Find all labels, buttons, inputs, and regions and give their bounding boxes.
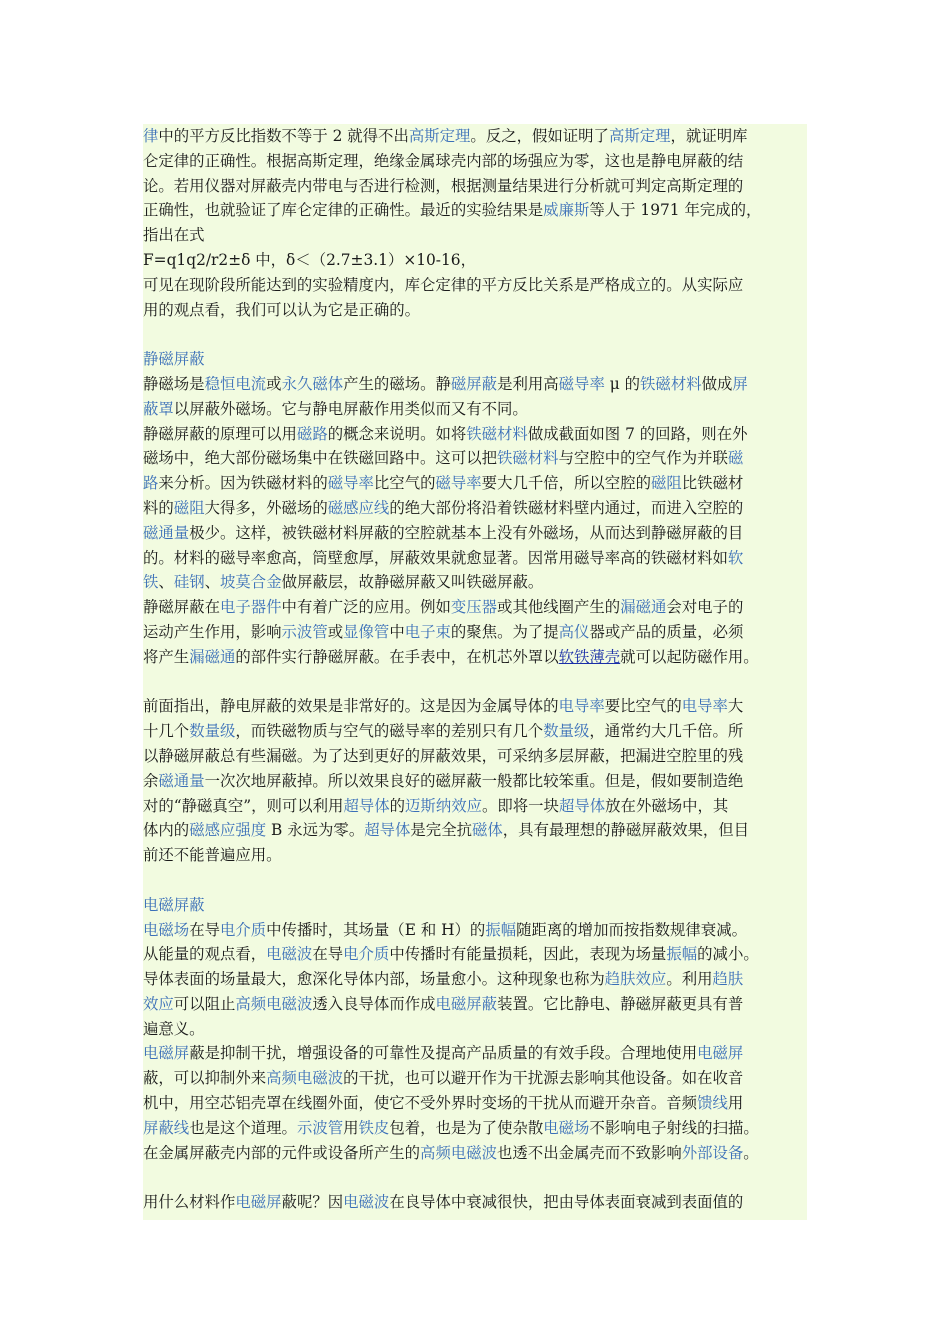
text-line [143,372,807,397]
term-link[interactable]: 效应 [143,994,174,1013]
text-line [143,1041,807,1066]
text-run: 的部件实行静磁屏蔽。在手表中，在机芯外罩以 [235,647,559,666]
paragraph-gap [143,868,807,893]
term-link[interactable]: 显像管 [343,622,390,641]
text-run: 前还不能普遍应用。 [143,846,282,865]
term-link[interactable]: 铁磁材料 [640,374,702,393]
term-link[interactable]: 磁屏蔽 [450,374,498,393]
term-link[interactable]: 示波管 [296,1118,344,1137]
text-run: 导体表面的场量最大，愈深化导体内部，场量愈小。这种现象也称为 [143,970,605,989]
text-line [143,942,807,967]
paragraph-p4 [143,893,807,1166]
text-run: 遍意义。 [143,1019,205,1038]
text-run: 等人于 1971 年完成的， [589,201,762,220]
term-link[interactable]: 律 [143,127,159,145]
text-run: 透入良导体而作成 [312,994,436,1013]
term-link[interactable]: 磁导率 [435,474,482,493]
text-run: 的聚焦。为了提 [450,622,559,641]
text-run: 在金属屏蔽壳内部的元件或设备所产生的 [143,1143,421,1162]
text-run: 比铁磁材 [681,474,744,493]
term-link[interactable]: 高斯定理 [408,127,471,145]
text-line [143,843,807,868]
text-run: 中的平方反比指数不等于 2 就得不出 [158,127,409,145]
text-run: 。即将一块 [482,796,559,815]
text-run: 会对电子的 [666,598,744,617]
text-run: 指出在式 [143,226,205,245]
text-run: 静磁屏蔽的原理可以用 [143,424,297,443]
text-run: ，具有最理想的静磁屏蔽效果，但目 [502,821,750,840]
document-page [143,124,807,1220]
text-run: 静磁屏蔽在 [143,598,220,617]
text-line [143,1091,807,1116]
text-run: 静磁场是 [143,374,205,393]
term-link[interactable]: 路 [143,474,159,493]
text-run: 中有着广泛的应用。例如 [281,598,451,617]
term-link[interactable]: 磁感应线 [327,498,390,517]
text-run: 比空气的 [373,474,436,493]
text-line [143,1190,807,1215]
paragraph-p3 [143,694,807,868]
text-run: 用的观点看，我们可以认为它是正确的。 [143,300,421,319]
text-run: 。 [743,1143,759,1162]
text-run: 蔽呢？因 [281,1193,344,1212]
text-line [143,149,807,174]
text-run: 十几个 [143,722,190,741]
text-run: 运动产生作用，影响 [143,622,282,641]
text-run: 可以阻止 [173,994,236,1013]
term-link[interactable]: 电磁屏 [697,1044,744,1063]
term-link[interactable]: 高频电磁波 [235,994,313,1013]
text-run: 大得多，外磁场的 [204,498,328,517]
term-link[interactable]: 电子器件 [219,598,282,617]
text-run: 在导 [312,945,344,964]
text-line [143,967,807,992]
term-link[interactable]: 高频电磁波 [266,1069,344,1088]
term-link[interactable]: 超导体 [364,821,411,840]
text-run: 机中，用空芯铝壳罩在线圈外面，使它不受外界时变场的干扰从而避开杂音。音频 [143,1094,698,1113]
text-run: 是利用高 [497,374,559,393]
text-line [143,992,807,1017]
term-link[interactable]: 振幅 [485,920,517,939]
term-link[interactable]: 永久磁体 [281,374,344,393]
text-run: 用 [727,1094,744,1113]
text-run: 不影响电子射线的扫描。 [589,1118,759,1137]
text-run: 产生的磁场。静 [343,374,451,393]
text-line [143,918,807,943]
text-run: 的干扰，也可以避开作为干扰源去影响其他设备。如在收音 [343,1069,744,1088]
term-link[interactable]: 电磁屏蔽 [435,994,498,1013]
term-link[interactable]: 磁体 [471,821,503,840]
term-link[interactable]: 趋肤效应 [604,970,667,989]
text-run: 余 [143,771,159,790]
text-run: 做成截面如图 7 的回路，则在外 [527,424,748,443]
text-run: 中传播时，其场量（E 和 H）的 [266,920,486,939]
text-run: ，就证明库 [670,127,748,145]
text-line [143,818,807,843]
term-link[interactable]: 漏磁通 [620,598,667,617]
text-line [143,1066,807,1091]
term-link[interactable]: 超导体 [343,796,390,815]
text-run: 来分析。因为铁磁材料的 [158,474,328,493]
term-link[interactable]: 磁导率 [327,474,374,493]
term-link[interactable]: 屏蔽线 [143,1118,190,1137]
text-run: B 永远为零。 [266,821,365,840]
text-run: 正确性，也就验证了库仑定律的正确性。最近的实验结果是 [143,201,544,220]
text-line [143,248,807,273]
text-line [143,769,807,794]
text-line [143,446,807,471]
text-line [143,1116,807,1141]
text-run: 中 [389,622,405,641]
term-link[interactable]: 电磁屏 [235,1193,282,1212]
term-link[interactable]: 蔽罩 [143,399,174,418]
text-line [143,645,807,670]
text-run: 的概念来说明。如将 [327,424,467,443]
text-run: 包着，也是为了使杂散 [389,1118,544,1137]
text-line [143,719,807,744]
text-run: 。反之，假如证明了 [470,127,609,145]
text-run: 。利用 [666,970,713,989]
text-line [143,893,807,918]
text-line [143,744,807,769]
text-run: 料的 [143,498,174,517]
text-run: 将产生 [143,647,190,666]
text-run: 大 [727,697,744,716]
text-run: 中传播时有能量损耗，因此，表现为场量 [389,945,667,964]
term-link[interactable]: 磁路 [296,424,328,443]
term-link[interactable]: 电磁场 [543,1118,590,1137]
term-link[interactable]: 坡莫合金 [220,573,282,592]
text-run: 蔽，可以抑制外来 [143,1069,267,1088]
term-link[interactable]: 电介质 [219,920,267,939]
text-run: 的 [389,796,406,815]
text-run: 器或产品的质量，必须 [589,622,744,641]
text-line [143,124,807,149]
term-link[interactable]: 静磁屏蔽 [143,350,205,369]
text-run: 用什么材料作 [143,1193,236,1212]
text-run: 在良导体中衰减很快，把由导体表面衰减到表面值的 [389,1193,744,1212]
text-line [143,496,807,521]
paragraph-p2 [143,347,807,669]
term-link[interactable]: 外部设备 [681,1143,744,1162]
term-link[interactable]: 电磁屏蔽 [143,895,205,914]
term-link[interactable]: 威廉斯 [543,201,590,220]
text-run: ，通常约大几千倍。所 [589,722,744,741]
term-link[interactable]: 磁阻 [173,498,205,517]
text-run: 、 [158,573,174,592]
text-run: μ 的 [604,374,641,393]
text-run: ，而铁磁物质与空气的磁导率的差别只有几个 [235,722,544,741]
term-link[interactable]: 高频电磁波 [420,1143,498,1162]
term-link[interactable]: 馈线 [697,1094,728,1113]
term-link[interactable]: 磁通量 [158,771,205,790]
term-link[interactable]: 屏 [732,374,748,393]
text-run: 论。若用仪器对屏蔽壳内带电与否进行检测，根据测量结果进行分析就可判定高斯定理的 [143,176,744,195]
underlined-link[interactable]: 软铁薄壳 [558,647,621,666]
term-link[interactable]: 软 [727,548,744,567]
text-run: 体内的 [143,821,190,840]
text-line [143,298,807,323]
document-body [143,124,807,1215]
term-link[interactable]: 电导率 [558,697,605,716]
term-link[interactable]: 铁皮 [358,1118,390,1137]
text-run: 可见在现阶段所能达到的实验精度内，库仑定律的平方反比关系是严格成立的。从实际应 [143,275,744,294]
text-run: 对的“静磁真空”，则可以利用 [143,796,344,815]
paragraph-gap [143,1165,807,1190]
text-line [143,471,807,496]
text-line [143,794,807,819]
text-run: 前面指出，静电屏蔽的效果是非常好的。这是因为金属导体的 [143,697,559,716]
term-link[interactable]: 超导体 [558,796,606,815]
text-run: 放在外磁场中，其 [605,796,729,815]
text-line [143,273,807,298]
term-link[interactable]: 数量级 [189,722,236,741]
term-link[interactable]: 迈斯纳效应 [405,796,482,815]
text-run: 或其他线圈产生的 [497,598,621,617]
term-link[interactable]: 铁磁材料 [497,449,559,468]
text-run: 一次次地屏蔽掉。所以效果良好的磁屏蔽一般都比较笨重。但是，假如要制造绝 [204,771,744,790]
term-link[interactable]: 磁阻 [650,474,682,493]
text-line [143,223,807,248]
paragraph-gap [143,670,807,695]
term-link[interactable]: 趋肤 [712,970,744,989]
term-link[interactable]: 示波管 [281,622,328,641]
text-line [143,546,807,571]
term-link[interactable]: 电磁波 [343,1193,390,1212]
text-run: 以屏蔽外磁场。它与静电屏蔽作用类似而又有不同。 [173,399,528,418]
term-link[interactable]: 磁导率 [558,374,605,393]
term-link[interactable]: 铁磁材料 [466,424,528,443]
text-line [143,620,807,645]
text-line [143,1017,807,1042]
text-run: 仑定律的正确性。根据高斯定理，绝缘金属球壳内部的场强应为零，这也是静电屏蔽的结 [143,151,744,170]
text-line [143,174,807,199]
term-link[interactable]: 磁通量 [143,523,190,542]
text-line [143,595,807,620]
text-run: 的。材料的磁导率愈高，筒壁愈厚，屏蔽效果就愈显著。因常用磁导率高的铁磁材料如 [143,548,728,567]
text-run: 是完全抗 [410,821,472,840]
text-run: 也是这个道理。 [189,1118,297,1137]
text-run: 装置。它比静电、静磁屏蔽更具有普 [497,994,744,1013]
text-line [143,1141,807,1166]
term-link[interactable]: 漏磁通 [189,647,236,666]
text-run: 要大几千倍，所以空腔的 [481,474,651,493]
term-link[interactable]: 电磁场 [143,920,190,939]
text-run: 的减小。 [697,945,759,964]
text-line [143,521,807,546]
term-link[interactable]: 电磁波 [266,945,313,964]
term-link[interactable]: 磁 [727,449,744,468]
text-run: 随距离的增加而按指数规律衰减。 [516,920,747,939]
text-line [143,347,807,372]
text-run: 与空腔中的空气作为并联 [558,449,728,468]
text-run: 在导 [189,920,220,939]
term-link[interactable]: 电磁屏 [143,1044,190,1063]
term-link[interactable]: 数量级 [543,722,590,741]
text-line [143,570,807,595]
term-link[interactable]: 硅钢 [173,573,205,592]
term-link[interactable]: 稳恒电流 [204,374,267,393]
text-line [143,397,807,422]
term-link[interactable]: 电导率 [681,697,728,716]
term-link[interactable]: 高仪 [558,622,590,641]
text-run: 做成 [701,374,733,393]
text-line [143,198,807,223]
text-run: 以静磁屏蔽总有些漏磁。为了达到更好的屏蔽效果，可采纳多层屏蔽，把漏进空腔里的残 [143,746,744,765]
paragraph-p1 [143,124,807,322]
term-link[interactable]: 铁 [143,573,159,592]
text-line [143,422,807,447]
text-run: 或 [266,374,282,393]
term-link[interactable]: 磁感应强度 [189,821,267,840]
text-run: 也透不出金属壳而不致影响 [497,1143,682,1162]
text-run: 极少。这样，被铁磁材料屏蔽的空腔就基本上没有外磁场，从而达到静磁屏蔽的目 [189,523,744,542]
term-link[interactable]: 电子束 [404,622,451,641]
text-run: 从能量的观点看， [143,945,267,964]
text-line [143,694,807,719]
text-run: 就可以起防磁作用。 [620,647,759,666]
text-run: 蔽是抑制干扰，增强设备的可靠性及提高产品质量的有效手段。合理地使用 [189,1044,698,1063]
text-run: 、 [204,573,221,592]
term-link[interactable]: 振幅 [666,945,698,964]
term-link[interactable]: 变压器 [450,598,498,617]
paragraph-gap [143,322,807,347]
text-run: 用 [343,1118,359,1137]
term-link[interactable]: 电介质 [343,945,390,964]
text-run: 的绝大部份将沿着铁磁材料壁内通过，而进入空腔的 [389,498,744,517]
text-run: 做屏蔽层，故静磁屏蔽又叫铁磁屏蔽。 [281,573,544,592]
term-link[interactable]: 高斯定理 [608,127,671,145]
text-run: 或 [327,622,344,641]
text-run: F=q1q2/r2±δ 中，δ＜（2.7±3.1）×10-16， [143,250,476,269]
paragraph-p5 [143,1190,807,1215]
text-run: 磁场中，绝大部份磁场集中在铁磁回路中。这可以把 [143,449,497,468]
text-run: 要比空气的 [604,697,682,716]
